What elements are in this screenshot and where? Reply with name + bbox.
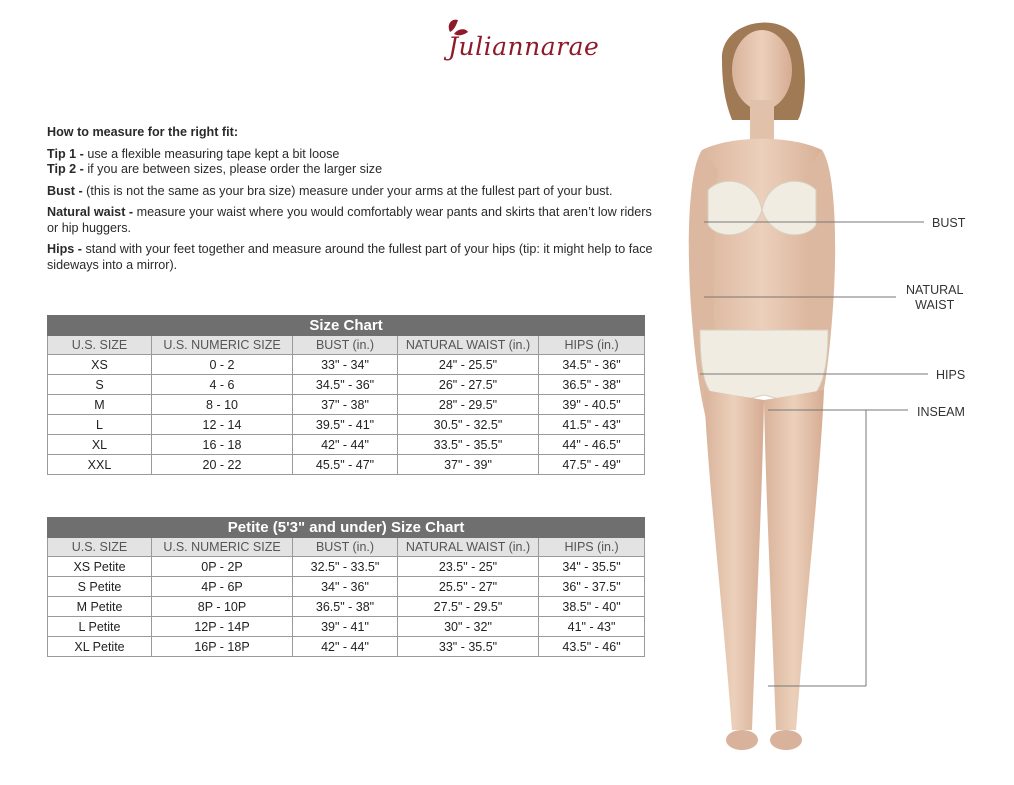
- table-cell: 36.5" - 38": [539, 375, 645, 395]
- table-row: [48, 435, 645, 455]
- bust-instruction: [47, 184, 657, 200]
- col-header: HIPS (in.): [539, 538, 645, 557]
- size-chart-title: Size Chart: [48, 316, 645, 336]
- table-cell: 34" - 35.5": [539, 557, 645, 577]
- size-chart-table: [47, 315, 645, 475]
- table-cell: 34.5" - 36": [539, 355, 645, 375]
- table-cell: 20 - 22: [152, 455, 293, 475]
- table-cell: S: [48, 375, 152, 395]
- table-cell: 34" - 36": [293, 577, 398, 597]
- table-cell: 0P - 2P: [152, 557, 293, 577]
- bust-instruction-label: Bust -: [47, 183, 83, 198]
- table-cell: L: [48, 415, 152, 435]
- table-cell: XL: [48, 435, 152, 455]
- table-cell: S Petite: [48, 577, 152, 597]
- col-header: NATURAL WAIST (in.): [398, 538, 539, 557]
- petite-chart-body: [48, 557, 645, 657]
- tip-2: [47, 162, 657, 178]
- table-cell: 39" - 40.5": [539, 395, 645, 415]
- model-figure: [652, 0, 1014, 780]
- table-cell: L Petite: [48, 617, 152, 637]
- waist-label-line1: NATURAL: [906, 283, 964, 297]
- table-cell: 38.5" - 40": [539, 597, 645, 617]
- brand-logo: [432, 14, 600, 78]
- table-row: [48, 577, 645, 597]
- size-chart-body: [48, 355, 645, 475]
- table-cell: XXL: [48, 455, 152, 475]
- table-cell: 39" - 41": [293, 617, 398, 637]
- table-row: [48, 637, 645, 657]
- table-cell: 23.5" - 25": [398, 557, 539, 577]
- natural-waist-label: [906, 283, 963, 313]
- petite-chart-table: [47, 517, 645, 657]
- petite-chart-header-row: [48, 538, 645, 557]
- bust-label: BUST: [932, 216, 966, 230]
- table-cell: 8 - 10: [152, 395, 293, 415]
- waist-label-line2: WAIST: [915, 298, 955, 312]
- tip-2-text: if you are between sizes, please order the larger size: [83, 162, 383, 176]
- col-header: U.S. SIZE: [48, 336, 152, 355]
- table-cell: 4 - 6: [152, 375, 293, 395]
- table-cell: XL Petite: [48, 637, 152, 657]
- table-cell: 47.5" - 49": [539, 455, 645, 475]
- size-chart-header-row: [48, 336, 645, 355]
- table-cell: 41" - 43": [539, 617, 645, 637]
- table-cell: 25.5" - 27": [398, 577, 539, 597]
- table-cell: 26" - 27.5": [398, 375, 539, 395]
- table-cell: 33.5" - 35.5": [398, 435, 539, 455]
- waist-instruction: [47, 205, 657, 236]
- instructions-heading: How to measure for the right fit:: [47, 125, 239, 139]
- measuring-instructions: [47, 125, 657, 279]
- col-header: BUST (in.): [293, 538, 398, 557]
- table-cell: 32.5" - 33.5": [293, 557, 398, 577]
- table-row: [48, 597, 645, 617]
- col-header: NATURAL WAIST (in.): [398, 336, 539, 355]
- col-header: BUST (in.): [293, 336, 398, 355]
- table-cell: 16 - 18: [152, 435, 293, 455]
- table-cell: 37" - 38": [293, 395, 398, 415]
- model-illustration: [652, 0, 1014, 780]
- hips-label: HIPS: [936, 368, 966, 382]
- table-cell: 34.5" - 36": [293, 375, 398, 395]
- table-cell: 16P - 18P: [152, 637, 293, 657]
- hips-instruction-text: stand with your feet together and measure around the fullest part of your hips (tip: it might help to face sideways into a mirror).: [47, 242, 653, 272]
- hips-instruction-label: Hips -: [47, 242, 82, 256]
- waist-instruction-text: measure your waist where you would comfortably wear pants and skirts that aren’t low riders or hip huggers.: [47, 205, 652, 235]
- table-cell: 36" - 37.5": [539, 577, 645, 597]
- table-cell: 30" - 32": [398, 617, 539, 637]
- table-row: [48, 557, 645, 577]
- tip-1: [47, 147, 657, 163]
- tip-1-label: Tip 1 -: [47, 146, 84, 161]
- table-cell: 45.5" - 47": [293, 455, 398, 475]
- inseam-label: INSEAM: [917, 405, 965, 419]
- hips-instruction: [47, 242, 657, 273]
- table-cell: 12P - 14P: [152, 617, 293, 637]
- waist-instruction-label: Natural waist -: [47, 205, 134, 219]
- table-cell: 42" - 44": [293, 637, 398, 657]
- table-cell: XS Petite: [48, 557, 152, 577]
- table-cell: 43.5" - 46": [539, 637, 645, 657]
- table-cell: 27.5" - 29.5": [398, 597, 539, 617]
- table-cell: 37" - 39": [398, 455, 539, 475]
- table-cell: 8P - 10P: [152, 597, 293, 617]
- table-cell: 12 - 14: [152, 415, 293, 435]
- table-cell: 28" - 29.5": [398, 395, 539, 415]
- petite-chart-title: Petite (5'3" and under) Size Chart: [48, 518, 645, 538]
- table-row: [48, 375, 645, 395]
- col-header: U.S. NUMERIC SIZE: [152, 336, 293, 355]
- table-cell: 33" - 35.5": [398, 637, 539, 657]
- table-cell: 0 - 2: [152, 355, 293, 375]
- table-row: [48, 355, 645, 375]
- table-cell: 39.5" - 41": [293, 415, 398, 435]
- table-row: [48, 455, 645, 475]
- table-row: [48, 395, 645, 415]
- table-cell: 24" - 25.5": [398, 355, 539, 375]
- table-cell: 36.5" - 38": [293, 597, 398, 617]
- table-cell: M Petite: [48, 597, 152, 617]
- table-cell: 41.5" - 43": [539, 415, 645, 435]
- table-cell: M: [48, 395, 152, 415]
- table-cell: 33" - 34": [293, 355, 398, 375]
- bust-instruction-text: (this is not the same as your bra size) measure under your arms at the fullest part of your bust.: [82, 183, 613, 198]
- table-cell: 42" - 44": [293, 435, 398, 455]
- table-cell: 4P - 6P: [152, 577, 293, 597]
- table-cell: 44" - 46.5": [539, 435, 645, 455]
- table-cell: 30.5" - 32.5": [398, 415, 539, 435]
- col-header: U.S. NUMERIC SIZE: [152, 538, 293, 557]
- brand-name: Juliannarae: [448, 32, 600, 61]
- col-header: U.S. SIZE: [48, 538, 152, 557]
- col-header: HIPS (in.): [539, 336, 645, 355]
- table-cell: XS: [48, 355, 152, 375]
- tip-2-label: Tip 2 -: [47, 162, 84, 176]
- tip-1-text: use a flexible measuring tape kept a bit loose: [83, 146, 340, 161]
- table-row: [48, 415, 645, 435]
- table-row: [48, 617, 645, 637]
